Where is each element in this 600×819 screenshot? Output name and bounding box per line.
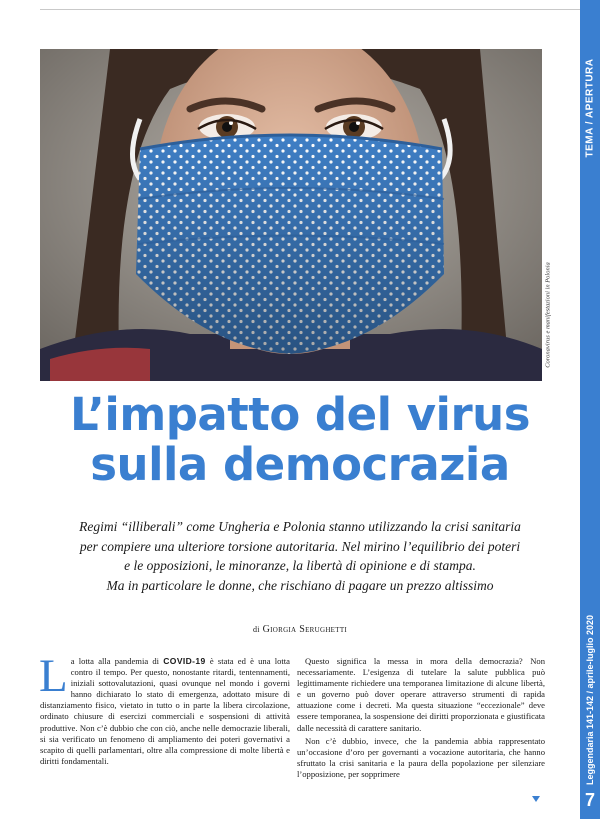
photo-caption: Coronavirus e manifestazioni in Polonia (544, 262, 552, 368)
standfirst-line-1: Regimi “illiberali” come Ungheria e Polonia stanno utilizzando la crisi sanitaria (79, 519, 521, 534)
byline-author: Giorgia Serughetti (262, 624, 348, 635)
woman-with-mask-illustration (40, 49, 542, 381)
hero-photo (40, 49, 542, 381)
body-paragraph: Non c’è dubbio, invece, che la pandemia abbia rappresentato un’occasione d’oro per governanti a vocazione autoritaria, che hanno sfruttato la crisi sanitaria e la paura della popolazione per silenziare l’opposizione, per sopprimere (297, 735, 545, 779)
standfirst (40, 517, 560, 595)
body-paragraph: Questo significa la messa in mora della democrazia? Non necessariamente. L’esigenza di tutelare la salute pubblica può legittimamente richiedere una temporanea limitazione di alcune libertà, e un governo può dover operare attraverso strumenti di rapida attuazione come i decreti. Ma questa situazione “eccezionale” deve essere temporanea, la sospensione dei diritti proporzionata e giustificata dalle necessità di carattere sanitario. (297, 656, 545, 733)
byline-prefix: di (252, 625, 260, 634)
title-line-1: L’impatto del virus (69, 388, 530, 441)
drop-cap: L (39, 650, 68, 702)
title-line-2: sulla democrazia (90, 438, 510, 491)
article-title (20, 390, 580, 490)
byline (40, 624, 560, 635)
section-label: TEMA / APERTURA (584, 58, 596, 158)
issue-label: Leggendaria 141-142 / aprile-luglio 2020 (585, 614, 595, 786)
body-column-left (39, 650, 290, 769)
continue-arrow-icon (532, 796, 540, 802)
body-paragraph: La lotta alla pandemia di COVID-19 è stata ed è una lotta contro il tempo. Per questo, nonostante ritardi, tentennamenti, iniziali sottovalutazioni, quasi ovunque nel mondo i governi hanno dichiarato lo stato di emergenza, adottato misure di distanziamento fisico, vietato in tutto o in parte la libera circolazione, ordinato chiusure di esercizi commerciali e sospensioni di attività produttive. Non c’è dubbio che con ciò, anche nelle democrazie liberali, si sia verificato un fenomeno di ampliamento dei poteri governativi a scapito di quelli parlamentari, oltre alla compressione di molte libertà e diritti fondamentali. (39, 650, 290, 766)
covid-term: COVID-19 (163, 656, 206, 666)
standfirst-line-3: e le opposizioni, le minoranze, la libertà di opinione e di stampa. (124, 558, 476, 573)
page-number: 7 (584, 790, 595, 810)
standfirst-line-2: per compiere una ulteriore torsione autoritaria. Nel mirino l’equilibrio dei poteri (79, 538, 521, 554)
body-column-right (297, 656, 545, 782)
standfirst-line-4: Ma in particolare le donne, che rischiano di pagare un prezzo altissimo (106, 577, 494, 593)
top-rule (40, 0, 580, 10)
